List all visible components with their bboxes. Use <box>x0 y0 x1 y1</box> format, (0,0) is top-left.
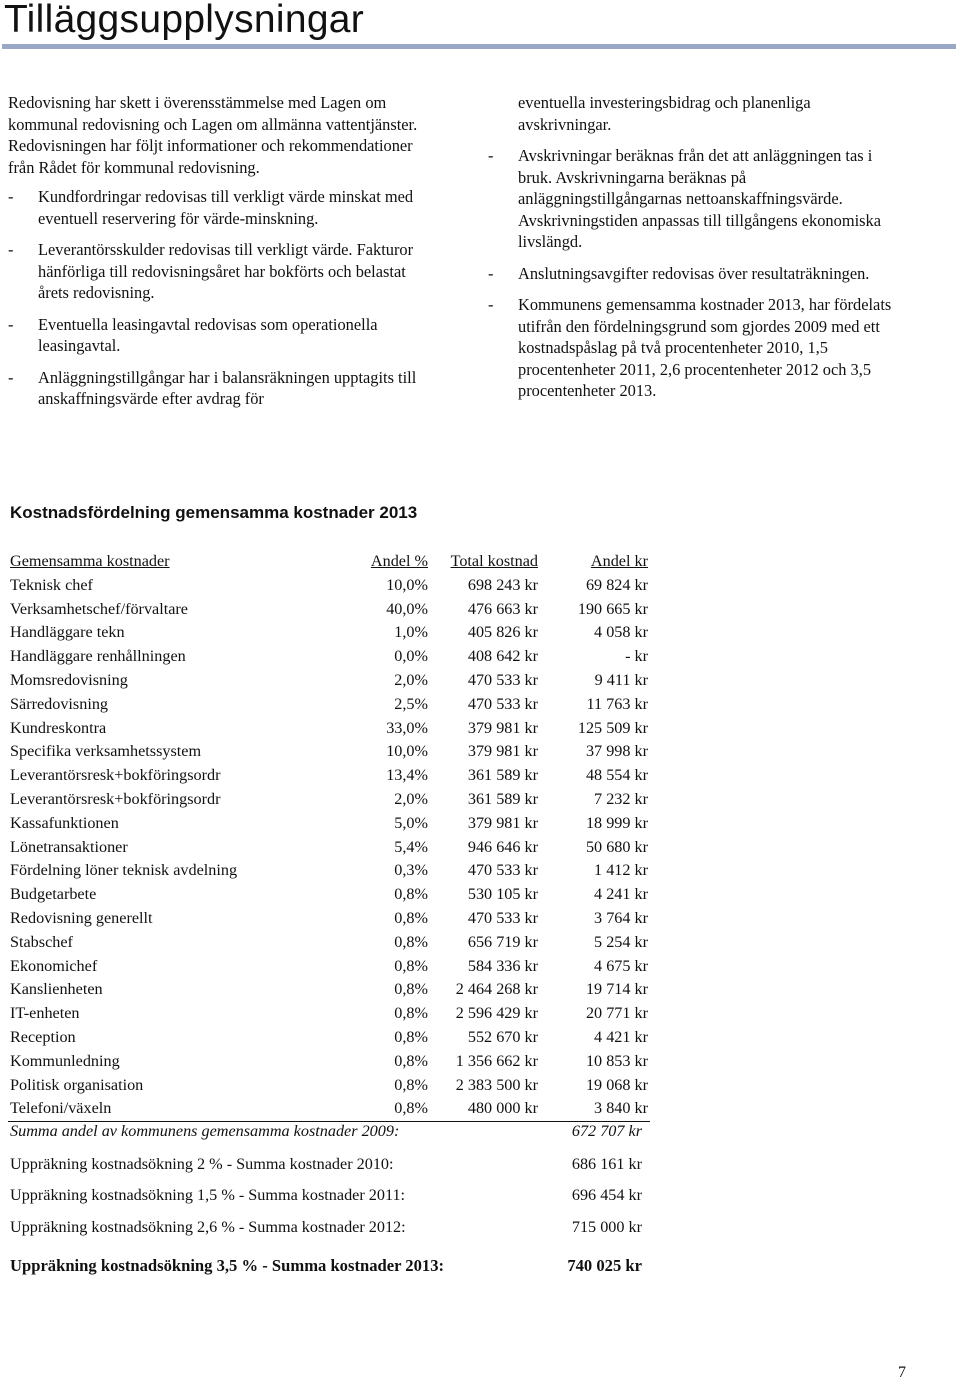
cost-table-body <box>8 574 650 1122</box>
bullet-item <box>8 367 428 410</box>
intro-paragraph: Redovisning har skett i överensstämmelse med Lagen om kommunal redovisning och Lagen om allmänna vattentjänster. Redovisningen har följt informationer och rekommendationer från Rådet för kommunal redovisning. <box>8 93 418 177</box>
summary-label: Uppräkning kostnadsökning 2,6 % - Summa kostnader 2012: <box>10 1218 406 1236</box>
table-row <box>8 931 650 955</box>
summary-label: Uppräkning kostnadsökning 3,5 % - Summa kostnader 2013: <box>10 1256 445 1275</box>
cell-total: 361 589 kr <box>467 789 538 808</box>
cell-andel: 0,8% <box>394 885 428 904</box>
cell-name: Politisk organisation <box>10 1075 144 1094</box>
bullet-text: Kommunens gemensamma kostnader 2013, har fördelats utifrån den fördelningsgrund som gjordes 2009 med ett kostnadspåslag på två procentenheter 2010, 1,5 procentenheter 2011, 2,6 procentenheter 2012 och 3,5 procentenheter 2013. <box>518 295 892 400</box>
bullet-text: Anslutningsavgifter redovisas över resultaträkningen. <box>518 263 870 283</box>
cell-name: Handläggare tekn <box>10 623 125 642</box>
cell-andel: 40,0% <box>386 599 428 618</box>
cell-name: Specifika verksamhetssystem <box>10 742 202 761</box>
cell-andel: 0,3% <box>394 861 428 880</box>
bullet-dash: - <box>8 314 14 334</box>
cell-andel-kr: 4 421 kr <box>594 1027 648 1046</box>
cell-name: Budgetarbete <box>10 885 97 904</box>
cell-andel-kr: 48 554 kr <box>585 766 648 785</box>
header-andel-kr: Andel kr <box>590 552 648 570</box>
cell-andel: 5,0% <box>394 813 428 832</box>
summary-2011 <box>10 1186 642 1205</box>
cell-andel-kr: 3 764 kr <box>594 908 648 927</box>
summary-2013 <box>10 1256 642 1276</box>
cell-total: 584 336 kr <box>467 956 538 975</box>
summary-label: Summa andel av kommunens gemensamma kostnader 2009: <box>10 1122 400 1140</box>
cell-total: 480 000 kr <box>430 1097 540 1121</box>
cell-total: 2 596 429 kr <box>455 1004 538 1023</box>
cell-andel: 13,4% <box>386 766 428 785</box>
cell-andel-kr: 9 411 kr <box>594 670 648 689</box>
cell-total: 946 646 kr <box>467 837 538 856</box>
bullet-item <box>8 314 428 357</box>
table-row <box>8 978 650 1002</box>
cell-total: 656 719 kr <box>467 932 538 951</box>
cell-total: 470 533 kr <box>467 861 538 880</box>
bullet-text: Anläggningstillgångar har i balansräkningen upptagits till anskaffningsvärde efter avdrag för <box>38 367 417 408</box>
bullet-dash: - <box>8 240 14 259</box>
bullet-text: Kundfordringar redovisas till verkligt värde minskat med eventuell reservering för värde-minskning. <box>38 187 414 228</box>
cell-andel: 0,8% <box>342 1097 430 1121</box>
cell-name: Kassafunktionen <box>10 813 119 832</box>
cell-andel: 0,8% <box>394 1051 428 1070</box>
title-rule <box>2 44 956 49</box>
cell-name: Lönetransaktioner <box>10 837 128 856</box>
cell-andel: 10,0% <box>386 742 428 761</box>
table-row <box>8 907 650 931</box>
cell-andel: 2,0% <box>394 670 428 689</box>
cell-name: Kanslienheten <box>10 980 103 999</box>
bullet-text: Avskrivningar beräknas från det att anläggningen tas i bruk. Avskrivningarna beräknas på anläggningstillgångarnas nettoanskaffningsvärde. Avskrivningstiden anpassas till tillgångens ekonomiska livslängd. <box>518 146 881 251</box>
cost-table <box>8 550 650 1122</box>
cell-total: 1 356 662 kr <box>455 1051 538 1070</box>
header-total: Total kostnad <box>450 552 538 570</box>
summary-value: 715 000 kr <box>571 1218 642 1236</box>
summary-value: 696 454 kr <box>571 1186 642 1204</box>
right-column <box>488 92 908 412</box>
cell-total: 698 243 kr <box>467 575 538 594</box>
table-row <box>8 645 650 669</box>
bullet-dash: - <box>8 187 14 206</box>
table-row <box>8 621 650 645</box>
section-heading: Kostnadsfördelning gemensamma kostnader 2013 <box>10 503 418 522</box>
cell-name: Ekonomichef <box>10 956 98 975</box>
cell-total: 379 981 kr <box>467 718 538 737</box>
cell-name: Fördelning löner teknisk avdelning <box>10 861 238 880</box>
table-row <box>8 812 650 836</box>
cell-name: Verksamhetschef/förvaltare <box>10 599 188 618</box>
bullet-item <box>488 294 908 402</box>
bullet-item <box>488 145 908 253</box>
page-number: 7 <box>898 1364 906 1381</box>
summary-value: 740 025 kr <box>567 1256 642 1275</box>
cell-andel: 5,4% <box>394 837 428 856</box>
cell-andel: 0,0% <box>394 647 428 666</box>
cell-andel-kr: 4 241 kr <box>594 885 648 904</box>
cell-andel-kr: 1 412 kr <box>594 861 648 880</box>
cell-name: Reception <box>10 1027 76 1046</box>
cell-andel: 0,8% <box>394 908 428 927</box>
bullet-text: Eventuella leasingavtal redovisas som operationella leasingavtal. <box>38 314 378 355</box>
cell-andel-kr: - kr <box>625 647 648 666</box>
continuation-text: eventuella investeringsbidrag och planenliga avskrivningar. <box>518 93 811 134</box>
cell-total: 405 826 kr <box>467 623 538 642</box>
cell-total: 379 981 kr <box>467 742 538 761</box>
cell-total: 361 589 kr <box>467 766 538 785</box>
cell-andel: 0,8% <box>394 980 428 999</box>
table-row <box>8 883 650 907</box>
table-row <box>8 836 650 860</box>
cell-total: 2 383 500 kr <box>455 1075 538 1094</box>
cell-total: 470 533 kr <box>467 908 538 927</box>
summary-value: 672 707 kr <box>571 1122 642 1140</box>
summary-2009 <box>10 1122 642 1141</box>
table-row <box>8 693 650 717</box>
header-andel: Andel % <box>370 552 428 570</box>
cell-total: 530 105 kr <box>467 885 538 904</box>
bullet-dash: - <box>488 263 494 283</box>
table-row <box>8 669 650 693</box>
cell-andel: 0,8% <box>394 1004 428 1023</box>
table-row <box>8 1050 650 1074</box>
bullet-item <box>8 239 428 304</box>
cell-name: Teknisk chef <box>10 575 93 594</box>
bullet-dash: - <box>488 146 494 165</box>
cell-andel: 0,8% <box>394 956 428 975</box>
cell-andel-kr: 7 232 kr <box>594 789 648 808</box>
table-header-row <box>8 550 650 574</box>
cell-total: 470 533 kr <box>467 694 538 713</box>
table-row <box>8 1026 650 1050</box>
cell-andel-kr: 10 853 kr <box>585 1051 648 1070</box>
cell-total: 470 533 kr <box>467 670 538 689</box>
cell-name: Särredovisning <box>10 694 109 713</box>
cell-name: Leverantörsresk+bokföringsordr <box>10 789 221 808</box>
page-title: Tilläggsupplysningar <box>4 0 365 41</box>
table-row <box>8 574 650 598</box>
cell-total: 476 663 kr <box>467 599 538 618</box>
cell-total: 2 464 268 kr <box>455 980 538 999</box>
cell-andel: 1,0% <box>394 623 428 642</box>
summary-2010 <box>10 1155 642 1174</box>
table-row <box>8 1002 650 1026</box>
cell-name: Momsredovisning <box>10 670 128 689</box>
cell-name: Stabschef <box>10 932 73 951</box>
cell-andel-kr: 5 254 kr <box>594 932 648 951</box>
cell-andel-kr: 4 058 kr <box>594 623 648 642</box>
cell-andel-kr: 125 509 kr <box>577 718 648 737</box>
left-column <box>8 92 428 420</box>
cell-name: Leverantörsresk+bokföringsordr <box>10 766 221 785</box>
bullet-dash: - <box>488 295 494 314</box>
cell-name: Handläggare renhållningen <box>10 647 186 666</box>
cell-andel-kr: 3 840 kr <box>540 1097 650 1121</box>
cell-total: 379 981 kr <box>467 813 538 832</box>
table-row <box>8 598 650 622</box>
cell-andel-kr: 190 665 kr <box>577 599 648 618</box>
table-row <box>8 1097 650 1121</box>
table-row <box>8 717 650 741</box>
table-row <box>8 955 650 979</box>
cell-andel: 0,8% <box>394 1027 428 1046</box>
cell-name: IT-enheten <box>10 1004 80 1023</box>
table-row <box>8 740 650 764</box>
summary-label: Uppräkning kostnadsökning 1,5 % - Summa kostnader 2011: <box>10 1186 406 1204</box>
cell-andel: 2,5% <box>394 694 428 713</box>
table-row <box>8 764 650 788</box>
bullet-item <box>8 186 428 229</box>
cell-andel: 10,0% <box>386 575 428 594</box>
cell-andel-kr: 69 824 kr <box>585 575 648 594</box>
cell-andel: 33,0% <box>386 718 428 737</box>
table-row <box>8 859 650 883</box>
cell-andel-kr: 11 763 kr <box>586 694 648 713</box>
cell-total: 552 670 kr <box>467 1027 538 1046</box>
cell-name: Kundreskontra <box>10 718 107 737</box>
cell-andel-kr: 18 999 kr <box>585 813 648 832</box>
cell-andel-kr: 19 714 kr <box>585 980 648 999</box>
cell-andel-kr: 19 068 kr <box>585 1075 648 1094</box>
cell-andel: 0,8% <box>394 932 428 951</box>
cell-andel: 2,0% <box>394 789 428 808</box>
cell-total: 408 642 kr <box>467 647 538 666</box>
header-name: Gemensamma kostnader <box>10 552 170 570</box>
cell-andel-kr: 37 998 kr <box>585 742 648 761</box>
summary-value: 686 161 kr <box>571 1155 642 1173</box>
cell-andel-kr: 20 771 kr <box>585 1004 648 1023</box>
summary-label: Uppräkning kostnadsökning 2 % - Summa kostnader 2010: <box>10 1155 394 1173</box>
table-row <box>8 788 650 812</box>
cell-name: Telefoni/växeln <box>8 1097 342 1121</box>
bullet-text: Leverantörsskulder redovisas till verkligt värde. Fakturor hänförliga till redovisningsåret har bokförts och belastat årets redovisning. <box>38 240 414 302</box>
cell-andel: 0,8% <box>394 1075 428 1094</box>
bullet-item <box>488 263 908 285</box>
cell-andel-kr: 4 675 kr <box>594 956 648 975</box>
cell-andel-kr: 50 680 kr <box>585 837 648 856</box>
cell-name: Kommunledning <box>10 1051 120 1070</box>
cell-name: Redovisning generellt <box>10 908 153 927</box>
bullet-dash: - <box>8 367 14 387</box>
table-row <box>8 1074 650 1098</box>
summary-2012 <box>10 1218 642 1237</box>
